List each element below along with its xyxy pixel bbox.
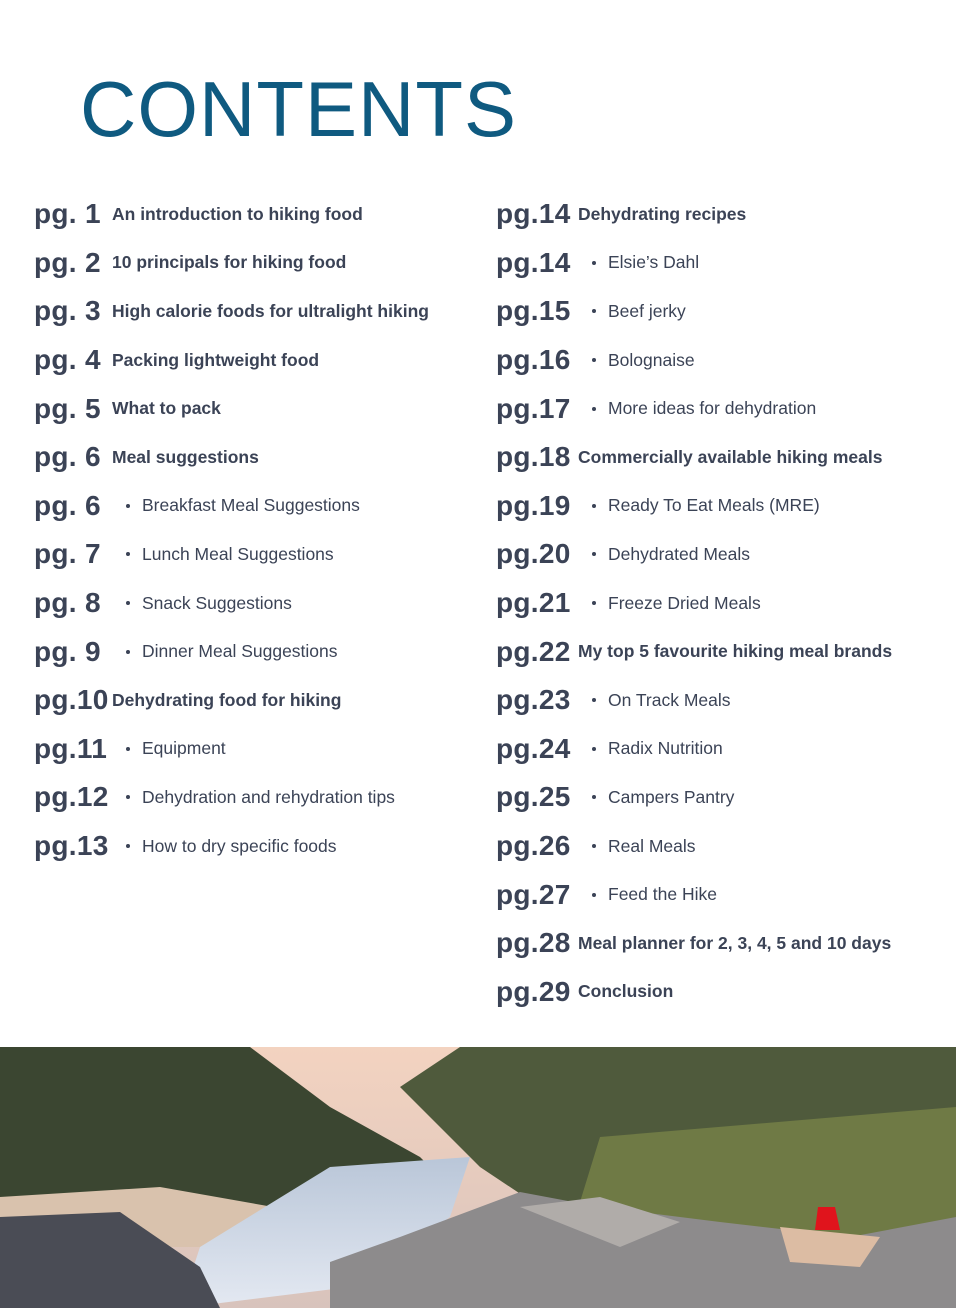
contents-entry[interactable]: [496, 773, 946, 822]
bullet-icon: [592, 747, 596, 751]
contents-entry[interactable]: [34, 579, 474, 628]
contents-entry[interactable]: [496, 239, 946, 288]
page-number: pg.27: [496, 878, 571, 910]
page-number: pg.13: [34, 830, 109, 862]
contents-entry[interactable]: [496, 579, 946, 628]
page-number: pg.19: [496, 489, 571, 521]
section-title: Meal suggestions: [112, 446, 259, 467]
river-landscape-photo: [0, 1047, 956, 1308]
page-number: pg.14: [496, 246, 571, 278]
subsection-title: Dinner Meal Suggestions: [142, 641, 338, 662]
bullet-icon: [126, 601, 130, 605]
section-title: Commercially available hiking meals: [578, 446, 883, 467]
contents-entry[interactable]: [34, 287, 474, 336]
page-number: pg.18: [496, 441, 571, 473]
contents-entry[interactable]: [496, 530, 946, 579]
bullet-icon: [126, 795, 130, 799]
page-number: pg.15: [496, 295, 571, 327]
bullet-icon: [592, 309, 596, 313]
contents-entry[interactable]: [34, 239, 474, 288]
page-number: pg.26: [496, 830, 571, 862]
page-number: pg. 9: [34, 635, 101, 667]
bullet-icon: [126, 844, 130, 848]
section-title: Meal planner for 2, 3, 4, 5 and 10 days: [578, 932, 892, 953]
subsection-title: Beef jerky: [608, 300, 686, 321]
page-number: pg. 2: [34, 246, 101, 278]
section-title: 10 principals for hiking food: [112, 252, 347, 273]
page-number: pg. 8: [34, 587, 101, 619]
subsection-title: Lunch Meal Suggestions: [142, 543, 334, 564]
subsection-title: Equipment: [142, 738, 226, 759]
page-number: pg. 3: [34, 295, 101, 327]
page-number: pg.17: [496, 392, 571, 424]
contents-entry[interactable]: [496, 287, 946, 336]
bullet-icon: [126, 504, 130, 508]
contents-entry[interactable]: [34, 384, 474, 433]
contents-entry[interactable]: [496, 870, 946, 919]
contents-entry[interactable]: [496, 627, 946, 676]
page-number: pg.16: [496, 344, 571, 376]
page-number: pg.23: [496, 684, 571, 716]
subsection-title: Snack Suggestions: [142, 592, 292, 613]
page-number: pg. 5: [34, 392, 101, 424]
contents-entry[interactable]: [496, 919, 946, 968]
page-number: pg.21: [496, 587, 571, 619]
bullet-icon: [592, 844, 596, 848]
bullet-icon: [126, 650, 130, 654]
contents-entry[interactable]: [496, 482, 946, 531]
contents-entry[interactable]: [496, 190, 946, 239]
contents-entry[interactable]: [496, 676, 946, 725]
section-title: Conclusion: [578, 981, 674, 1002]
bullet-icon: [592, 358, 596, 362]
contents-entry[interactable]: [34, 822, 474, 871]
bullet-icon: [592, 407, 596, 411]
section-title: Dehydrating food for hiking: [112, 689, 342, 710]
bullet-icon: [126, 552, 130, 556]
page-number: pg.12: [34, 781, 109, 813]
page-number: pg.28: [496, 927, 571, 959]
contents-entry[interactable]: [34, 773, 474, 822]
contents-entry[interactable]: [34, 336, 474, 385]
bullet-icon: [592, 261, 596, 265]
page-title: CONTENTS: [80, 65, 517, 153]
contents-entry[interactable]: [34, 482, 474, 531]
page-number: pg.22: [496, 635, 571, 667]
section-title: An introduction to hiking food: [112, 203, 363, 224]
subsection-title: Elsie’s Dahl: [608, 252, 700, 273]
contents-entry[interactable]: [496, 822, 946, 871]
contents-entry[interactable]: [496, 433, 946, 482]
contents-entry[interactable]: [34, 627, 474, 676]
bullet-icon: [592, 601, 596, 605]
contents-entry[interactable]: [34, 530, 474, 579]
bullet-icon: [592, 504, 596, 508]
bullet-icon: [592, 893, 596, 897]
subsection-title: Breakfast Meal Suggestions: [142, 495, 360, 516]
page-number: pg. 7: [34, 538, 101, 570]
subsection-title: Campers Pantry: [608, 786, 735, 807]
subsection-title: Ready To Eat Meals (MRE): [608, 495, 820, 516]
section-title: High calorie foods for ultralight hiking: [112, 300, 429, 321]
subsection-title: Real Meals: [608, 835, 696, 856]
page-number: pg.11: [34, 732, 108, 764]
contents-entry[interactable]: [34, 433, 474, 482]
page-number: pg. 6: [34, 489, 101, 521]
subsection-title: More ideas for dehydration: [608, 398, 817, 419]
contents-entry[interactable]: [496, 384, 946, 433]
page-number: pg.25: [496, 781, 571, 813]
subsection-title: Bolognaise: [608, 349, 695, 370]
section-title: Dehydrating recipes: [578, 203, 747, 224]
contents-entry[interactable]: [34, 676, 474, 725]
subsection-title: Feed the Hike: [608, 884, 717, 905]
contents-right-column: [496, 190, 946, 1016]
section-title: My top 5 favourite hiking meal brands: [578, 641, 893, 662]
bullet-icon: [592, 552, 596, 556]
subsection-title: Dehydration and rehydration tips: [142, 786, 395, 807]
page-number: pg.29: [496, 975, 571, 1007]
bullet-icon: [126, 747, 130, 751]
page-number: pg.20: [496, 538, 571, 570]
contents-entry[interactable]: [496, 725, 946, 774]
page-number: pg. 6: [34, 441, 101, 473]
page-number: pg.14: [496, 198, 571, 230]
subsection-title: How to dry specific foods: [142, 835, 337, 856]
section-title: Packing lightweight food: [112, 349, 320, 370]
bullet-icon: [592, 795, 596, 799]
page-number: pg.10: [34, 684, 109, 716]
subsection-title: Radix Nutrition: [608, 738, 723, 759]
subsection-title: Dehydrated Meals: [608, 543, 751, 564]
section-title: What to pack: [112, 398, 221, 419]
contents-entry[interactable]: [496, 336, 946, 385]
subsection-title: Freeze Dried Meals: [608, 592, 761, 613]
page-number: pg. 1: [34, 198, 101, 230]
bullet-icon: [592, 698, 596, 702]
contents-left-column: [34, 190, 474, 870]
contents-entry[interactable]: [34, 725, 474, 774]
page-number: pg. 4: [34, 344, 101, 376]
contents-entry[interactable]: [34, 190, 474, 239]
contents-entry[interactable]: [496, 968, 946, 1017]
subsection-title: On Track Meals: [608, 689, 731, 710]
page-number: pg.24: [496, 732, 571, 764]
